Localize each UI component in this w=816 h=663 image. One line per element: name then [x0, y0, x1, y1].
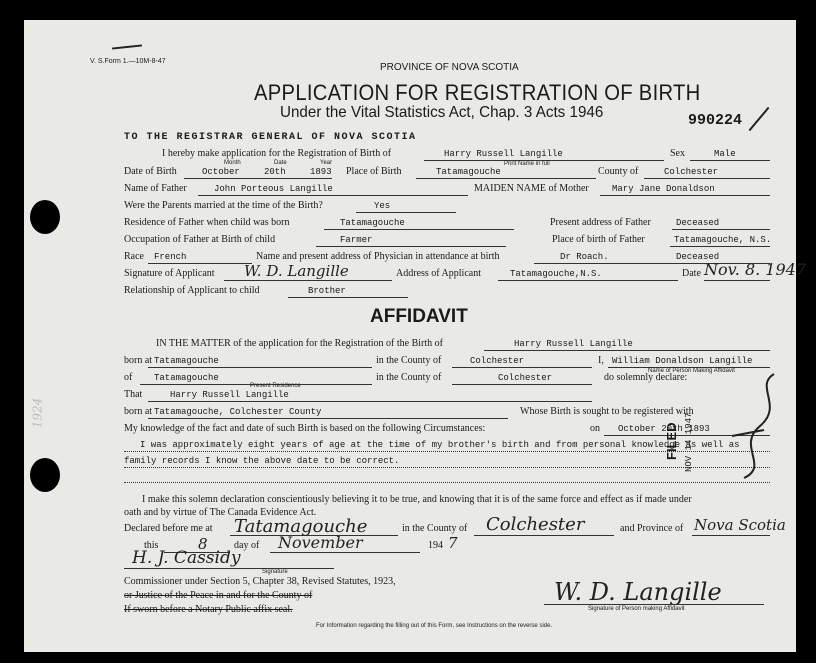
pen-mark: [112, 44, 142, 49]
this-label: this: [144, 540, 159, 551]
year-suffix: 7: [448, 534, 458, 552]
form-subtitle: Under the Vital Statistics Act, Chap. 3 Acts 1946: [280, 104, 604, 121]
province-label: and Province of: [620, 523, 684, 534]
deponent-signature-caption: Signature of Person making Affidavit: [588, 606, 685, 612]
filed-stamp: FILED: [664, 422, 679, 460]
circumstance-line-2: family records I know the above date to be correct.: [124, 456, 400, 466]
province-heading: PROVINCE OF NOVA SCOTIA: [380, 62, 519, 73]
born-at-label: born at: [124, 355, 153, 366]
dob-label: Date of Birth: [124, 166, 177, 177]
married-value: Yes: [374, 201, 391, 211]
application-date: Nov. 8. 1947: [704, 260, 807, 279]
mother-name: Mary Jane Donaldson: [612, 184, 715, 194]
sex-label: Sex: [670, 148, 685, 159]
whose-birth-label: Whose Birth is sought to be registered with: [520, 406, 694, 417]
born-at2-label: born at: [124, 406, 153, 417]
present-address-label: Present address of Father: [550, 217, 651, 228]
declared-place: Tatamagouche: [234, 516, 368, 537]
punch-hole-upper: [30, 200, 60, 234]
stamp-scribble: [724, 366, 788, 486]
of-county-label: in the County of: [376, 372, 442, 383]
dob-day: 20th: [264, 167, 286, 177]
year-caption: Year: [320, 160, 333, 166]
physician-address: Deceased: [676, 252, 720, 262]
form-title: APPLICATION FOR REGISTRATION OF BIRTH: [254, 80, 701, 105]
present-address-value: Deceased: [676, 218, 720, 228]
filed-stamp-date: NOV 14 1947: [684, 412, 694, 472]
relationship-value: Brother: [308, 286, 346, 296]
form-code: V. S.Form 1.—10M-8-47: [90, 58, 166, 65]
check-mark: [749, 107, 770, 131]
declare-label: do solemnly declare:: [604, 372, 688, 383]
month-value: November: [278, 533, 363, 552]
county-label: County of: [598, 166, 639, 177]
day-of-label: day of: [234, 540, 260, 551]
declared-province: Nova Scotia: [694, 516, 786, 534]
dob-year: 1893: [310, 167, 332, 177]
declared-label: Declared before me at: [124, 523, 213, 534]
father-name: John Porteous Langille: [214, 184, 333, 194]
commissioner-line-2: or Justice of the Peace in and for the County of: [124, 590, 313, 601]
of-label: of: [124, 372, 133, 383]
signature-label: Signature of Applicant: [124, 268, 215, 279]
commissioner-line-3: If sworn before a Notary Public affix seal.: [124, 604, 293, 615]
occupation-label: Occupation of Father at Birth of child: [124, 234, 276, 245]
that-name: Harry Russell Langille: [170, 390, 289, 400]
race-label: Race: [124, 251, 144, 262]
year-prefix: 194: [428, 540, 443, 551]
matter-name: Harry Russell Langille: [514, 339, 633, 349]
pob-value: Tatamagouche: [436, 167, 501, 177]
solemn-line-1: I make this solemn declaration conscientiously believing it to be true, and knowing that it is of the same force and effect as if made under: [142, 494, 692, 505]
pob-label: Place of Birth: [346, 166, 402, 177]
physician-label: Name and present address of Physician in attendance at birth: [256, 251, 500, 262]
relationship-label: Relationship of Applicant to child: [124, 285, 260, 296]
that-label: That: [124, 389, 143, 400]
child-name: Harry Russell Langille: [444, 149, 563, 159]
physician-name: Dr Roach.: [560, 252, 609, 262]
in-county-label: in the County of: [376, 355, 442, 366]
commissioner-line-1: Commissioner under Section 5, Chapter 38, Revised Statutes, 1923,: [124, 576, 396, 587]
father-pob-value: Tatamagouche, N.S.: [674, 235, 772, 245]
sex-value: Male: [714, 149, 736, 159]
on-label: on: [590, 423, 600, 434]
commissioner-signature: H. J. Cassidy: [132, 548, 241, 568]
margin-note: 1924: [30, 397, 45, 429]
this-day: 8: [198, 535, 208, 553]
solemn-line-2: oath and by virtue of The Canada Evidence Act.: [124, 507, 317, 518]
residence-label: Residence of Father when child was born: [124, 217, 290, 228]
circumstance-line-1: I was approximately eight years of age at the time of my brother's birth and from personal knowledge as well as: [140, 440, 740, 450]
intro-label: I hereby make application for the Registration of Birth of: [162, 148, 392, 159]
knowledge-label: My knowledge of the fact and date of such Birth is based on the following Circumstances:: [124, 423, 486, 434]
i-label: I,: [598, 355, 604, 366]
date-label: Date: [682, 268, 701, 279]
county-value: Colchester: [664, 167, 719, 177]
father-label: Name of Father: [124, 183, 187, 194]
declared-county-label: in the County of: [402, 523, 468, 534]
born-at-value: Tatamagouche: [154, 356, 219, 366]
of-place: Tatamagouche: [154, 373, 219, 383]
date-caption: Date: [274, 160, 287, 166]
applicant-address-label: Address of Applicant: [396, 268, 481, 279]
form-page: [24, 20, 807, 652]
matter-label: IN THE MATTER of the application for the Registration of the Birth of: [156, 338, 443, 349]
dob-month: October: [202, 167, 240, 177]
month-caption: Month: [224, 160, 241, 166]
deponent-signature: W. D. Langille: [554, 578, 722, 606]
deponent-caption: Name of Person Making Affidavit: [648, 368, 735, 374]
punch-hole-lower: [30, 458, 60, 492]
married-label: Were the Parents married at the time of the Birth?: [124, 200, 323, 211]
of-county-value: Colchester: [498, 373, 553, 383]
declared-county: Colchester: [486, 514, 585, 535]
registration-number: 990224: [688, 112, 743, 129]
on-date: October 20th 1893: [618, 424, 710, 434]
applicant-signature: W. D. Langille: [244, 262, 349, 280]
residence-value: Tatamagouche: [340, 218, 405, 228]
born-at2-value: Tatamagouche, Colchester County: [154, 407, 322, 417]
affidavit-heading: AFFIDAVIT: [370, 306, 468, 327]
deponent-name: William Donaldson Langille: [612, 356, 753, 366]
race-value: French: [154, 252, 187, 262]
applicant-address-value: Tatamagouche,N.S.: [510, 269, 602, 279]
father-pob-label: Place of birth of Father: [552, 234, 645, 245]
in-county-value: Colchester: [470, 356, 525, 366]
maiden-label: MAIDEN NAME of Mother: [474, 183, 589, 194]
present-residence-caption: Present Residence: [250, 383, 301, 389]
addressee: TO THE REGISTRAR GENERAL OF NOVA SCOTIA: [124, 132, 417, 143]
occupation-value: Farmer: [340, 235, 373, 245]
signature-caption: Signature: [262, 569, 288, 575]
print-note: Print Name in full: [504, 161, 550, 167]
footer-note: For Information regarding the filling out of this Form, see Instructions on the reverse side.: [316, 623, 553, 629]
